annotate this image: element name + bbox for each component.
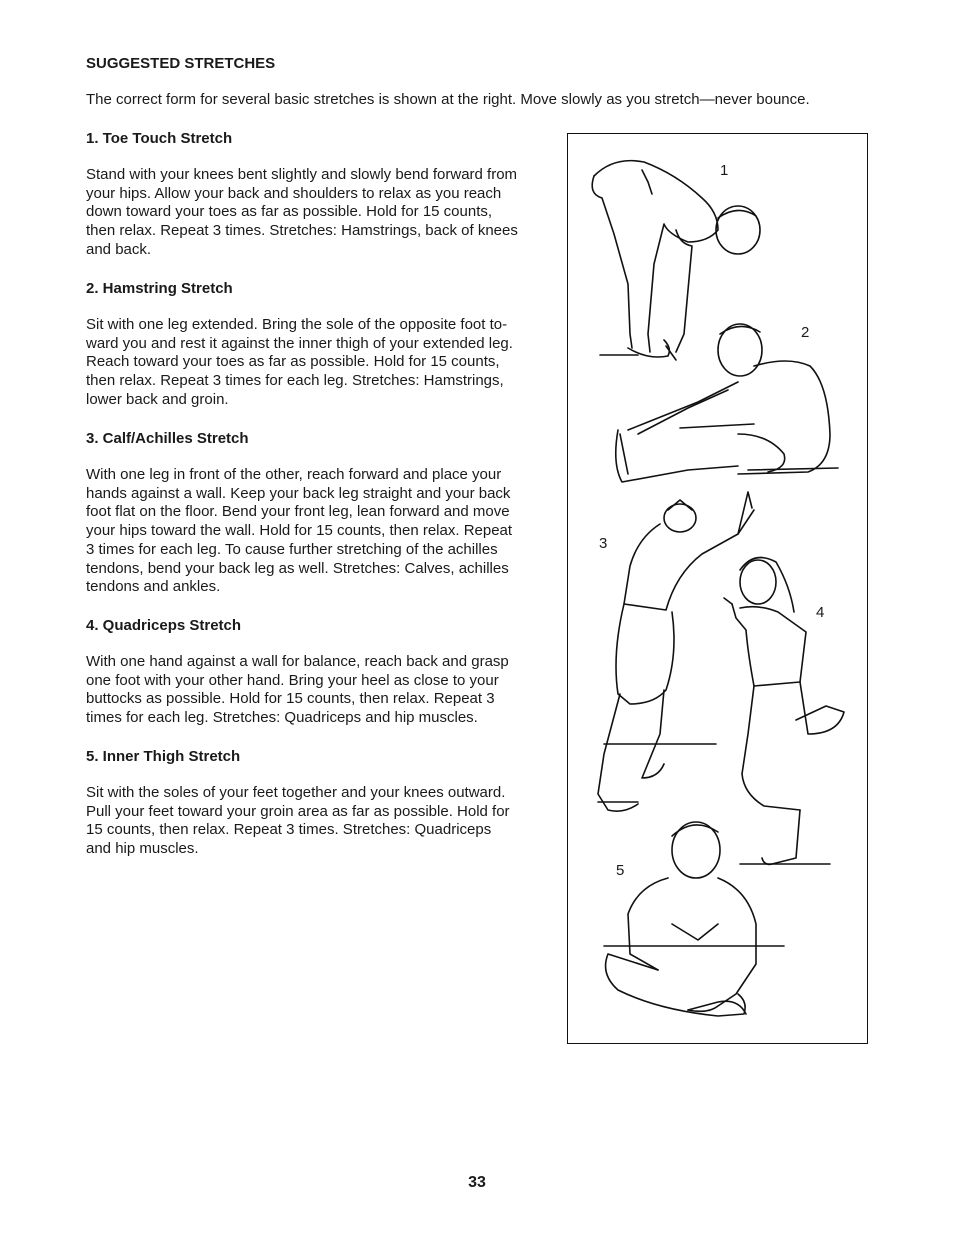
body-line: then relax. Repeat 3 times for each leg. Stretches: Hamstrings, — [86, 372, 504, 390]
section-body — [86, 316, 544, 410]
toe-touch-figure — [592, 161, 760, 360]
section-inner-thigh — [86, 747, 544, 859]
figure-number-1: 1 — [720, 162, 729, 179]
body-line: down toward your toes as far as possible. Hold for 15 counts, — [86, 203, 493, 221]
page-number: 33 — [468, 1174, 486, 1191]
stretch-illustrations — [567, 133, 868, 1044]
calf-achilles-stretch-figure — [598, 492, 754, 811]
inner-thigh-stretch-figure — [604, 822, 784, 1016]
body-line: and hip muscles. — [86, 840, 199, 858]
body-line: foot flat on the floor. Bend your front leg, lean forward and move — [86, 503, 510, 521]
figure-number-4: 4 — [816, 604, 825, 621]
body-line: your hips toward the wall. Hold for 15 counts, then relax. Repeat — [86, 522, 513, 540]
body-line: 3 times for each leg. To cause further stretching of the achilles — [86, 540, 498, 558]
body-line: ward you and rest it against the inner thigh of your extended leg. — [86, 334, 513, 352]
section-heading: 4. Quadriceps Stretch — [86, 617, 242, 634]
body-line: Reach toward your toes as far as possible. Hold for 15 counts, — [86, 353, 500, 371]
body-line: tendons and ankles. — [86, 578, 221, 596]
figure-number-2: 2 — [801, 324, 810, 341]
body-line: Stand with your knees bent slightly and slowly bend forward from — [86, 166, 518, 183]
section-body — [86, 166, 544, 260]
body-line: 15 counts, then relax. Repeat 3 times. Stretches: Quadriceps — [86, 821, 492, 839]
figure-number-3: 3 — [599, 535, 608, 552]
body-line: and back. — [86, 240, 152, 258]
body-line: Pull your feet toward your groin area as far as possible. Hold for — [86, 802, 510, 820]
body-line: Sit with the soles of your feet together and your knees outward. — [86, 784, 506, 801]
section-body — [86, 466, 544, 597]
section-body — [86, 653, 544, 728]
body-line: tendons, bend your back leg as well. Stretches: Calves, achilles — [86, 559, 509, 577]
figure-number-5: 5 — [616, 862, 625, 879]
intro-paragraph: The correct form for several basic stretches is shown at the right. Move slowly as you stretch—never bounce. — [86, 91, 810, 108]
section-calf-achilles — [86, 429, 544, 597]
page-title: SUGGESTED STRETCHES — [86, 55, 276, 72]
body-line: With one leg in front of the other, reach forward and place your — [86, 466, 502, 483]
body-line: then relax. Repeat 3 times. Stretches: Hamstrings, back of knees — [86, 222, 518, 240]
section-toe-touch — [86, 129, 544, 260]
section-heading: 5. Inner Thigh Stretch — [86, 748, 241, 765]
section-body — [86, 784, 544, 859]
body-line: With one hand against a wall for balance, reach back and grasp — [86, 653, 509, 670]
body-line: your hips. Allow your back and shoulders to relax as you reach — [86, 184, 502, 202]
body-line: Sit with one leg extended. Bring the sole of the opposite foot to- — [86, 316, 508, 333]
section-quadriceps — [86, 616, 544, 728]
quadriceps-stretch-figure — [724, 558, 844, 865]
section-heading: 3. Calf/Achilles Stretch — [86, 430, 249, 447]
body-line: times for each leg. Stretches: Quadriceps and hip muscles. — [86, 709, 478, 727]
body-line: buttocks as possible. Hold for 15 counts, then relax. Repeat 3 — [86, 690, 495, 708]
body-line: lower back and groin. — [86, 390, 229, 408]
section-hamstring — [86, 279, 544, 410]
body-line: hands against a wall. Keep your back leg straight and your back — [86, 484, 511, 502]
section-heading: 1. Toe Touch Stretch — [86, 130, 233, 147]
section-heading: 2. Hamstring Stretch — [86, 280, 233, 297]
stretch-figures-drawing — [568, 134, 869, 1045]
body-line: one foot with your other hand. Bring your heel as close to your — [86, 671, 499, 689]
